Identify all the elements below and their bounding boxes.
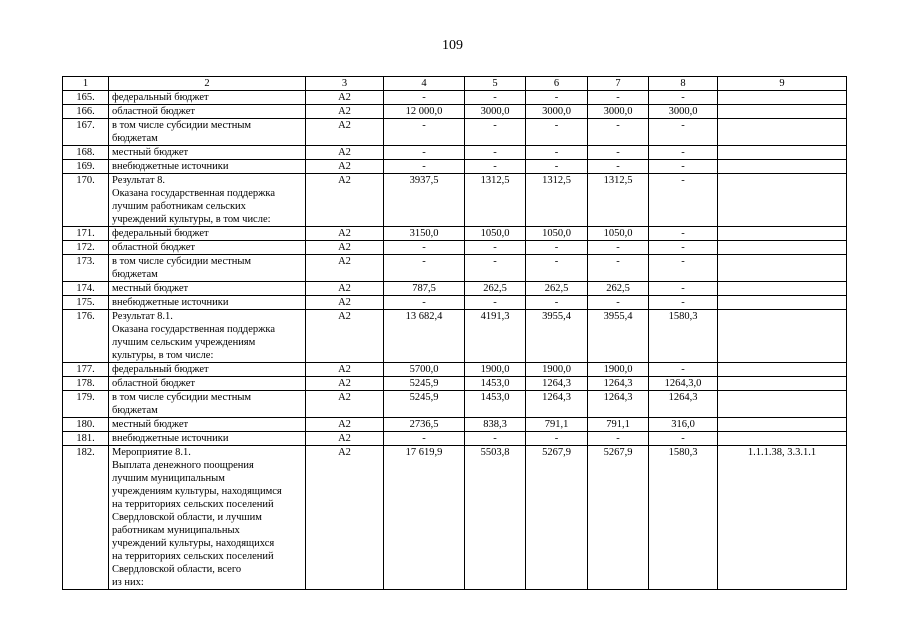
value-cell-col7: 1264,3 [588,377,649,391]
target-ref-cell [718,296,847,310]
value-cell-col7: - [588,241,649,255]
table-row [63,377,847,391]
row-number-cell: 167. [63,119,109,146]
item-name-cell: областной бюджет [109,105,306,119]
value-cell-col6: - [526,241,588,255]
page-number: 109 [442,38,463,53]
target-ref-cell [718,174,847,227]
value-cell-col5: - [465,119,526,146]
item-name-cell: в том числе субсидии местным бюджетам [109,391,306,418]
table-row [63,160,847,174]
value-cell-col5: - [465,160,526,174]
value-cell-col7: 5267,9 [588,446,649,590]
value-cell-col8: - [649,119,718,146]
value-cell-col8: - [649,241,718,255]
value-cell-col4: 5245,9 [384,391,465,418]
code-cell: А2 [306,446,384,590]
value-cell-col5: - [465,432,526,446]
value-cell-col7: 1312,5 [588,174,649,227]
row-number-cell: 174. [63,282,109,296]
target-ref-cell [718,310,847,363]
value-cell-col6: 262,5 [526,282,588,296]
table-row [63,391,847,418]
target-ref-cell [718,227,847,241]
code-cell: А2 [306,105,384,119]
item-name-cell: федеральный бюджет [109,91,306,105]
target-ref-cell [718,377,847,391]
value-cell-col8: - [649,91,718,105]
value-cell-col8: - [649,174,718,227]
value-cell-col7: - [588,91,649,105]
value-cell-col5: - [465,146,526,160]
value-cell-col4: - [384,91,465,105]
table-row [63,91,847,105]
value-cell-col8: 1580,3 [649,310,718,363]
target-ref-cell [718,255,847,282]
value-cell-col4: 5700,0 [384,363,465,377]
row-number-cell: 177. [63,363,109,377]
value-cell-col6: - [526,119,588,146]
row-number-cell: 175. [63,296,109,310]
value-cell-col8: - [649,160,718,174]
value-cell-col5: 4191,3 [465,310,526,363]
value-cell-col6: 3955,4 [526,310,588,363]
value-cell-col7: 1050,0 [588,227,649,241]
row-number-cell: 166. [63,105,109,119]
header-cell: 7 [588,77,649,91]
value-cell-col7: 3000,0 [588,105,649,119]
header-cell: 1 [63,77,109,91]
value-cell-col8: 316,0 [649,418,718,432]
header-cell: 9 [718,77,847,91]
table-row [63,105,847,119]
table-row [63,296,847,310]
value-cell-col6: - [526,255,588,282]
value-cell-col4: 12 000,0 [384,105,465,119]
item-name-cell: Результат 8. Оказана государственная поддержка лучшим работникам сельских учреждений культуры, в том числе: [109,174,306,227]
table-row [63,446,847,590]
value-cell-col6: 3000,0 [526,105,588,119]
target-ref-cell [718,363,847,377]
item-name-cell: местный бюджет [109,418,306,432]
item-name-cell: федеральный бюджет [109,363,306,377]
code-cell: А2 [306,310,384,363]
value-cell-col6: - [526,296,588,310]
value-cell-col5: 838,3 [465,418,526,432]
item-name-cell: областной бюджет [109,377,306,391]
value-cell-col8: 1264,3,0 [649,377,718,391]
code-cell: А2 [306,160,384,174]
value-cell-col7: - [588,119,649,146]
value-cell-col8: 1264,3 [649,391,718,418]
table-row [63,255,847,282]
row-number-cell: 165. [63,91,109,105]
code-cell: А2 [306,296,384,310]
value-cell-col8: - [649,363,718,377]
value-cell-col5: 5503,8 [465,446,526,590]
target-ref-cell [718,418,847,432]
code-cell: А2 [306,432,384,446]
value-cell-col6: 1264,3 [526,391,588,418]
code-cell: А2 [306,418,384,432]
item-name-cell: Результат 8.1. Оказана государственная поддержка лучшим сельским учреждениям культуры, в том числе: [109,310,306,363]
header-cell: 2 [109,77,306,91]
value-cell-col8: - [649,296,718,310]
code-cell: А2 [306,282,384,296]
value-cell-col7: - [588,146,649,160]
value-cell-col7: - [588,296,649,310]
value-cell-col5: 262,5 [465,282,526,296]
code-cell: А2 [306,241,384,255]
row-number-cell: 179. [63,391,109,418]
header-cell: 4 [384,77,465,91]
value-cell-col5: - [465,241,526,255]
value-cell-col5: - [465,255,526,282]
value-cell-col5: 1050,0 [465,227,526,241]
item-name-cell: федеральный бюджет [109,227,306,241]
row-number-cell: 182. [63,446,109,590]
value-cell-col4: 5245,9 [384,377,465,391]
value-cell-col4: 3937,5 [384,174,465,227]
item-name-cell: местный бюджет [109,146,306,160]
value-cell-col5: 1900,0 [465,363,526,377]
code-cell: А2 [306,91,384,105]
item-name-cell: в том числе субсидии местным бюджетам [109,119,306,146]
target-ref-cell [718,119,847,146]
target-ref-cell: 1.1.1.38, 3.3.1.1 [718,446,847,590]
code-cell: А2 [306,119,384,146]
value-cell-col8: - [649,227,718,241]
target-ref-cell [718,282,847,296]
row-number-cell: 171. [63,227,109,241]
value-cell-col7: - [588,160,649,174]
target-ref-cell [718,160,847,174]
code-cell: А2 [306,227,384,241]
table-row [63,310,847,363]
target-ref-cell [718,432,847,446]
value-cell-col8: - [649,146,718,160]
value-cell-col4: - [384,432,465,446]
row-number-cell: 169. [63,160,109,174]
value-cell-col5: 1453,0 [465,391,526,418]
header-cell: 6 [526,77,588,91]
value-cell-col6: 1312,5 [526,174,588,227]
value-cell-col4: - [384,241,465,255]
value-cell-col4: - [384,119,465,146]
header-cell: 3 [306,77,384,91]
value-cell-col5: 1312,5 [465,174,526,227]
item-name-cell: областной бюджет [109,241,306,255]
item-name-cell: внебюджетные источники [109,432,306,446]
value-cell-col6: 791,1 [526,418,588,432]
value-cell-col6: - [526,432,588,446]
target-ref-cell [718,91,847,105]
header-row [63,77,847,91]
row-number-cell: 180. [63,418,109,432]
row-number-cell: 168. [63,146,109,160]
target-ref-cell [718,391,847,418]
row-number-cell: 172. [63,241,109,255]
value-cell-col6: - [526,91,588,105]
value-cell-col4: 787,5 [384,282,465,296]
item-name-cell: в том числе субсидии местным бюджетам [109,255,306,282]
budget-table [62,76,847,590]
item-name-cell: внебюджетные источники [109,160,306,174]
target-ref-cell [718,241,847,255]
value-cell-col7: 1264,3 [588,391,649,418]
table-body [63,91,847,590]
value-cell-col8: 3000,0 [649,105,718,119]
row-number-cell: 173. [63,255,109,282]
item-name-cell: внебюджетные источники [109,296,306,310]
value-cell-col8: - [649,255,718,282]
item-name-cell: Мероприятие 8.1. Выплата денежного поощрения лучшим муниципальным учреждениям культуры, находящимся на территориях сельских поселений Свердловской области, и лучшим работникам муниципальных учреждений культуры, находящихся на территориях сельских поселений Свердловской области, всего из них: [109,446,306,590]
code-cell: А2 [306,363,384,377]
row-number-cell: 170. [63,174,109,227]
value-cell-col4: 17 619,9 [384,446,465,590]
value-cell-col5: - [465,91,526,105]
code-cell: А2 [306,174,384,227]
table-row [63,418,847,432]
value-cell-col8: 1580,3 [649,446,718,590]
value-cell-col5: 3000,0 [465,105,526,119]
value-cell-col4: 13 682,4 [384,310,465,363]
row-number-cell: 178. [63,377,109,391]
table-row [63,432,847,446]
value-cell-col4: - [384,160,465,174]
table-row [63,282,847,296]
value-cell-col7: 3955,4 [588,310,649,363]
value-cell-col5: 1453,0 [465,377,526,391]
target-ref-cell [718,146,847,160]
table-row [63,363,847,377]
row-number-cell: 176. [63,310,109,363]
value-cell-col6: 1900,0 [526,363,588,377]
value-cell-col6: 5267,9 [526,446,588,590]
value-cell-col7: 262,5 [588,282,649,296]
table-row [63,146,847,160]
value-cell-col6: - [526,146,588,160]
value-cell-col7: - [588,432,649,446]
table-row [63,174,847,227]
header-cell: 5 [465,77,526,91]
value-cell-col4: - [384,146,465,160]
value-cell-col6: - [526,160,588,174]
code-cell: А2 [306,146,384,160]
code-cell: А2 [306,391,384,418]
item-name-cell: местный бюджет [109,282,306,296]
value-cell-col7: 791,1 [588,418,649,432]
value-cell-col4: 3150,0 [384,227,465,241]
value-cell-col4: - [384,296,465,310]
value-cell-col5: - [465,296,526,310]
value-cell-col7: - [588,255,649,282]
header-cell: 8 [649,77,718,91]
value-cell-col8: - [649,282,718,296]
value-cell-col8: - [649,432,718,446]
table-row [63,227,847,241]
value-cell-col4: - [384,255,465,282]
row-number-cell: 181. [63,432,109,446]
value-cell-col4: 2736,5 [384,418,465,432]
value-cell-col6: 1050,0 [526,227,588,241]
value-cell-col6: 1264,3 [526,377,588,391]
target-ref-cell [718,105,847,119]
table-row [63,241,847,255]
value-cell-col7: 1900,0 [588,363,649,377]
code-cell: А2 [306,377,384,391]
table-row [63,119,847,146]
code-cell: А2 [306,255,384,282]
